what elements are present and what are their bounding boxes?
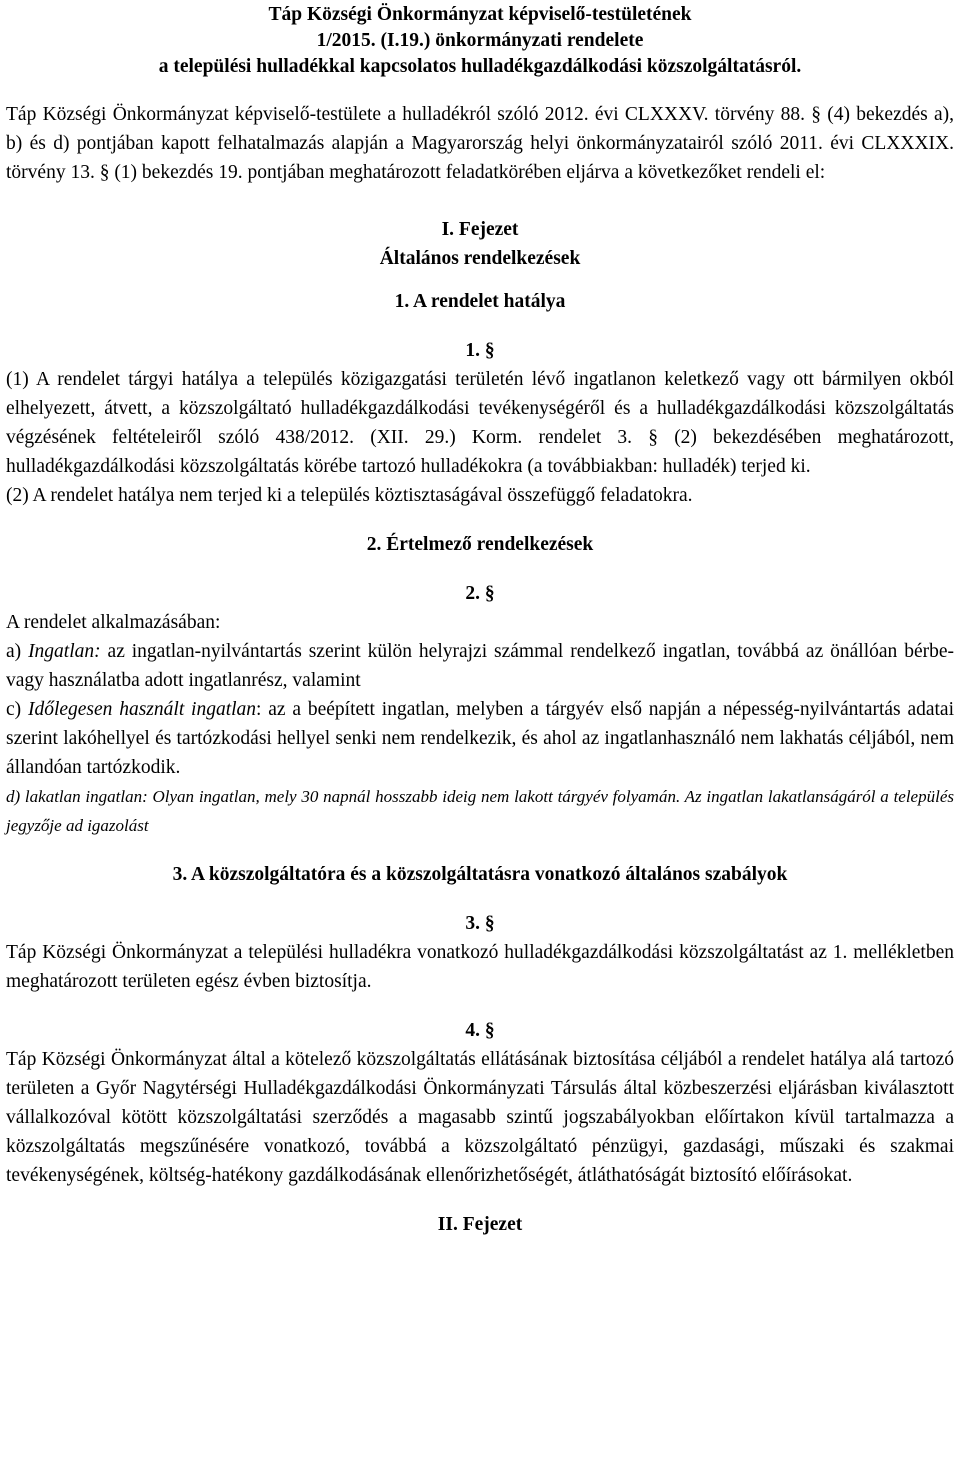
section-1-heading: 1. A rendelet hatálya <box>394 291 566 312</box>
section-2-heading: 2. Értelmező rendelkezések <box>366 534 594 555</box>
section-1-paragraph-2: (2) A rendelet hatálya nem terjed ki a település köztisztaságával összefüggő feladatokra. <box>6 485 693 506</box>
chapter-1-heading: I. Fejezet <box>441 219 519 240</box>
section-3-number: 3. § <box>465 913 495 934</box>
title-line-3: a települési hulladékkal kapcsolatos hulladékgazdálkodási közszolgáltatásról. <box>158 56 802 77</box>
section-4-number: 4. § <box>465 1020 495 1041</box>
title-line-1: Táp Községi Önkormányzat képviselő-testületének <box>268 4 692 25</box>
chapter-2-heading: II. Fejezet <box>437 1214 523 1235</box>
chapter-1-subheading: Általános rendelkezések <box>379 248 581 269</box>
section-3-heading: 3. A közszolgáltatóra és a közszolgáltatásra vonatkozó általános szabályok <box>172 864 788 885</box>
section-1-paragraph-1: (1) A rendelet tárgyi hatálya a település közigazgatási területén lévő ingatlanon keletkező vagy ott bármilyen okból elhelyezett, átvett, a közszolgáltató hulladékgazdálkodási tevékenységéről és a hulladékgazdálkodási közszolgáltatás végzésének feltételeiről szóló 438/2012. (XII. 29.) Korm. rendelet 3. § (2) bekezdésében meghatározott, hulladékgazdálkodási közszolgáltatás körébe tartozó hulladékokra (a továbbiakban: hulladék) terjed ki. <box>6 369 954 477</box>
document-title <box>6 0 954 80</box>
preamble: Táp Községi Önkormányzat képviselő-testülete a hulladékról szóló 2012. évi CLXXXV. törvény 88. § (4) bekezdés a), b) és d) pontjában kapott felhatalmazás alapján a Magyarország helyi önkormányzatairól szóló 2011. évi CLXXXIX. törvény 13. § (1) bekezdés 19. pontjában meghatározott feladatkörében eljárva a következőket rendeli el: <box>6 104 954 183</box>
definition-a-term: Ingatlan: <box>28 641 101 662</box>
definition-a-prefix: a) <box>6 641 29 662</box>
title-line-2: 1/2015. (I.19.) önkormányzati rendelete <box>316 30 644 51</box>
definition-c-term: Időlegesen használt ingatlan <box>27 699 257 720</box>
section-2-number: 2. § <box>465 583 495 604</box>
section-3-text: Táp Községi Önkormányzat a települési hulladékra vonatkozó hulladékgazdálkodási közszolgáltatást az 1. mellékletben meghatározott területen egész évben biztosítja. <box>6 942 954 992</box>
definition-c-text: : az a beépített ingatlan, melyben a tárgyév első napján a népesség-nyilvántartás adatai szerint lakóhellyel és tartózkodási hellyel senki nem rendelkezik, és ahol az ingatlanhasználó nem lakhatás céljából, nem állandóan tartózkodik. <box>6 699 954 778</box>
definition-c <box>6 695 954 782</box>
definition-a <box>6 637 954 695</box>
definition-a-text: az ingatlan-nyilvántartás szerint külön helyrajzi számmal rendelkező ingatlan, továbbá az önállóan bérbe- vagy használatba adott ingatlanrész, valamint <box>6 641 954 691</box>
definition-d: d) lakatlan ingatlan: Olyan ingatlan, mely 30 napnál hosszabb ideig nem lakott tárgyév folyamán. Az ingatlan lakatlanságáról a település jegyzője ad igazolást <box>6 787 954 835</box>
section-2-intro: A rendelet alkalmazásában: <box>6 612 221 633</box>
section-1-number: 1. § <box>465 340 495 361</box>
definition-c-prefix: c) <box>6 699 28 720</box>
section-4-text: Táp Községi Önkormányzat által a kötelező közszolgáltatás ellátásának biztosítása céljából a rendelet hatálya alá tartozó területen a Győr Nagytérségi Hulladékgazdálkodási Önkormányzati Társulás által közbeszerzési eljárásban kiválasztott vállalkozóval kötött közszolgáltatási szerződés a magasabb szintű jogszabályokban előírtakon kívül tartalmazza a közszolgáltatás megszűnésére vonatkozó, továbbá a közszolgáltató pénzügyi, gazdasági, műszaki és szakmai tevékenységének, költség-hatékony gazdálkodásának ellenőrizhetőségét, átláthatóságát biztosító előírásokat. <box>6 1049 954 1186</box>
